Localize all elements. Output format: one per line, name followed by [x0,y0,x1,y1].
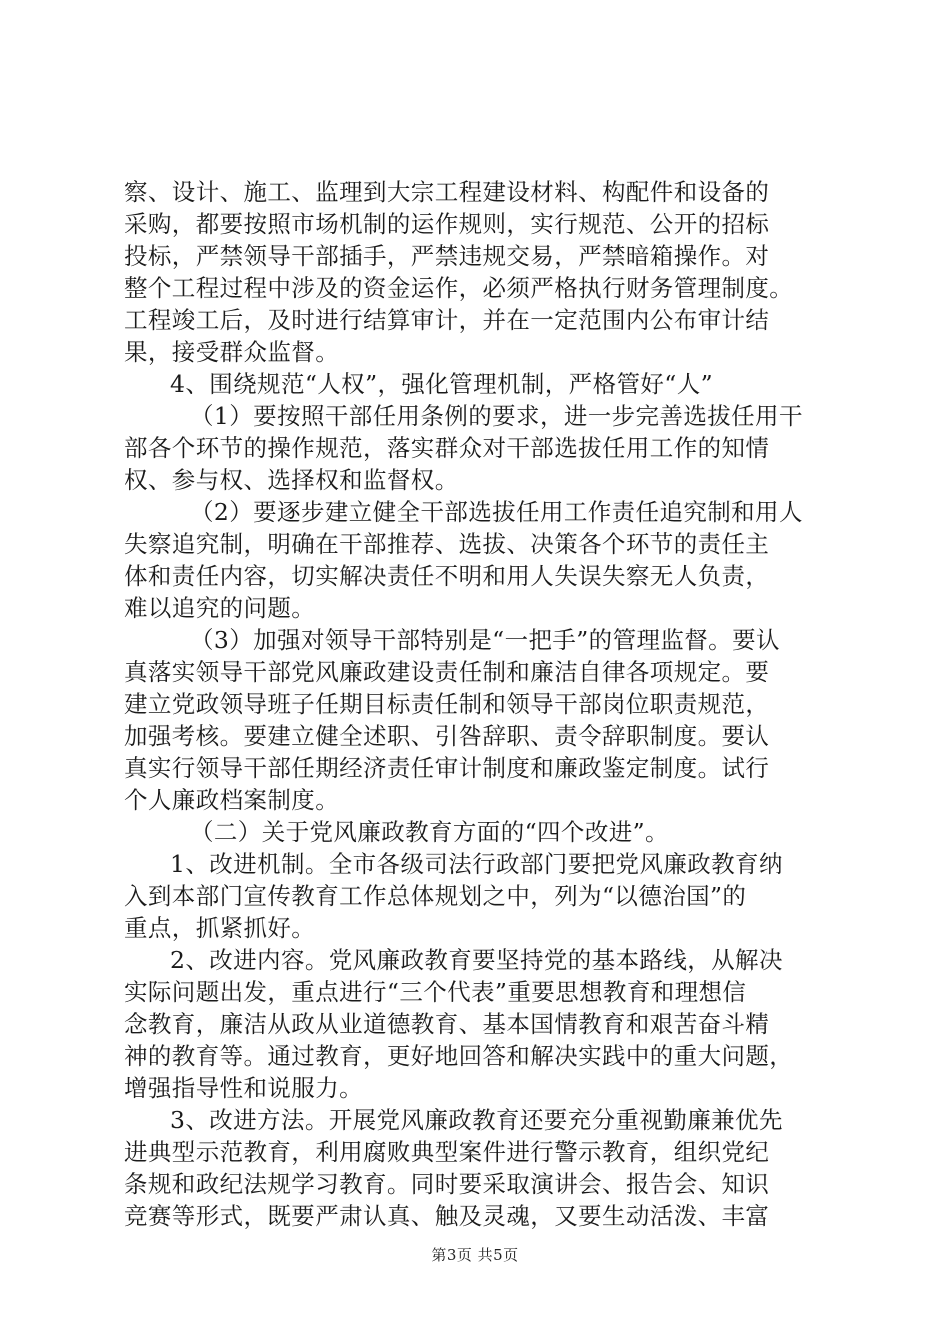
section-heading: 4、围绕规范“人权”，强化管理机制，严格管好“人” [170,370,714,398]
body-line: 加强考核。要建立健全述职、引咎辞职、责令辞职制度。要认 [124,722,770,750]
body-line: （2）要逐步建立健全干部选拔任用工作责任追究制和用人 [190,498,803,526]
body-line: 难以追究的问题。 [124,594,316,622]
body-line: 采购，都要按照市场机制的运作规则，实行规范、公开的招标 [124,210,770,238]
body-line: 神的教育等。通过教育，更好地回答和解决实践中的重大问题， [124,1042,794,1070]
body-line: （1）要按照干部任用条例的要求，进一步完善选拔任用干 [190,402,803,430]
document-body [124,176,844,1232]
body-line: 权、参与权、选择权和监督权。 [124,466,459,494]
body-line: 2、改进内容。党风廉政教育要坚持党的基本路线，从解决 [170,946,783,974]
body-line: 真实行领导干部任期经济责任审计制度和廉政鉴定制度。试行 [124,754,770,782]
body-line: 建立党政领导班子任期目标责任制和领导干部岗位职责规范， [124,690,770,718]
body-line: 察、设计、施工、监理到大宗工程建设材料、构配件和设备的 [124,178,770,206]
body-line: 3、改进方法。开展党风廉政教育还要充分重视勤廉兼优先 [170,1106,783,1134]
body-line: 重点，抓紧抓好。 [124,914,316,942]
body-line: 部各个环节的操作规范，落实群众对干部选拔任用工作的知情 [124,434,770,462]
body-line: 竞赛等形式，既要严肃认真、触及灵魂，又要生动活泼、丰富 [124,1202,770,1230]
body-line: 体和责任内容，切实解决责任不明和用人失误失察无人负责， [124,562,770,590]
body-line: 真落实领导干部党风廉政建设责任制和廉洁自律各项规定。要 [124,658,770,686]
body-line: 进典型示范教育，利用腐败典型案件进行警示教育，组织党纪 [124,1138,770,1166]
body-line: 果，接受群众监督。 [124,338,340,366]
body-line: 工程竣工后，及时进行结算审计，并在一定范围内公布审计结 [124,306,770,334]
body-line: 增强指导性和说服力。 [124,1074,363,1102]
body-line: 念教育，廉洁从政从业道德教育、基本国情教育和艰苦奋斗精 [124,1010,770,1038]
body-line: 个人廉政档案制度。 [124,786,340,814]
section-heading: （二）关于党风廉政教育方面的“四个改进”。 [190,818,669,846]
body-line: 1、改进机制。全市各级司法行政部门要把党风廉政教育纳 [170,850,783,878]
page-number: 第3页 共5页 [431,1246,519,1264]
body-line: 入到本部门宣传教育工作总体规划之中，列为“以德治国”的 [124,882,747,910]
body-line: 条规和政纪法规学习教育。同时要采取演讲会、报告会、知识 [124,1170,770,1198]
body-line: 实际问题出发，重点进行“三个代表”重要思想教育和理想信 [124,978,747,1006]
body-line: （3）加强对领导干部特别是“一把手”的管理监督。要认 [190,626,780,654]
body-line: 投标，严禁领导干部插手，严禁违规交易，严禁暗箱操作。对 [124,242,770,270]
body-line: 整个工程过程中涉及的资金运作，必须严格执行财务管理制度。 [124,274,794,302]
body-line: 失察追究制，明确在干部推荐、选拔、决策各个环节的责任主 [124,530,770,558]
